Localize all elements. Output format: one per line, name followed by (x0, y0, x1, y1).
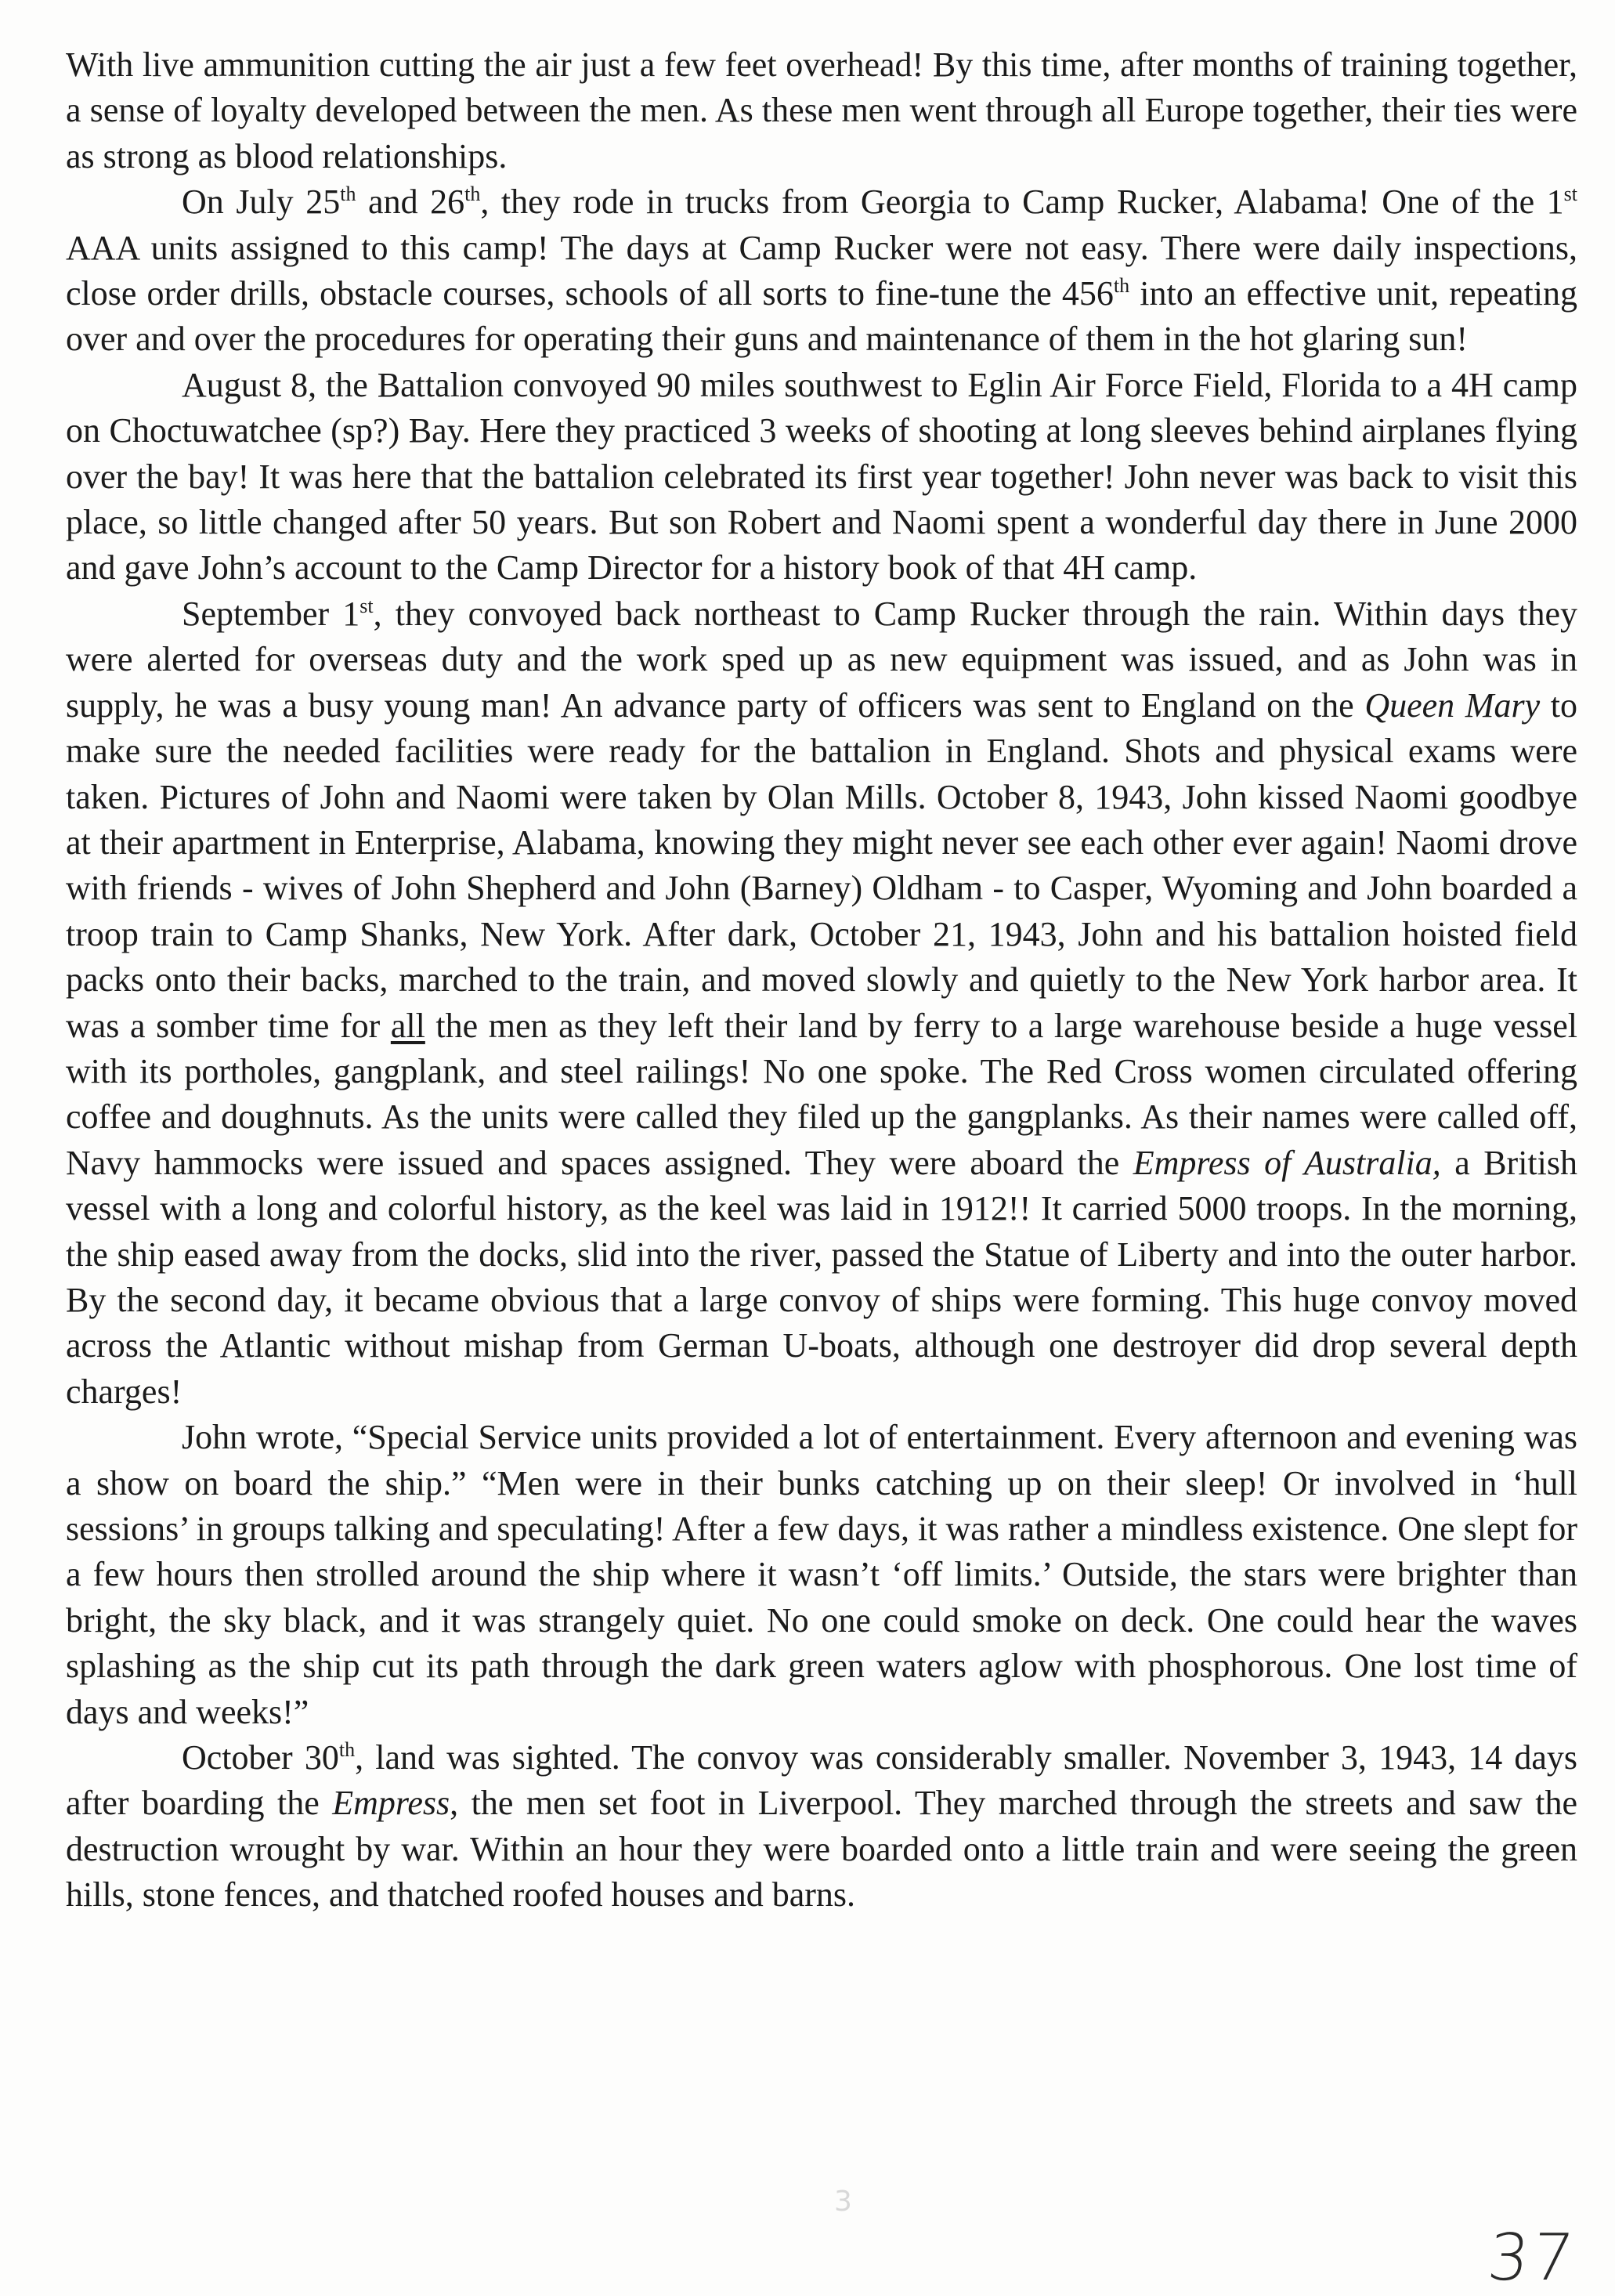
p2-sup-3: st (1563, 183, 1578, 206)
p2-seg-a: On July 25 (182, 183, 341, 222)
p2-seg-e: into an effective unit, repeating over and over the procedures for operating their guns and maintenance of them in the hot glaring sun! (66, 274, 1577, 359)
p4-seg-c: to make sure the needed facilities were ready for the battalion in England. Shots and physical exams were taken. Pictures of John and Naomi were taken by Olan Mills. October 8, 1943, John kissed Naomi goodbye at their apartment in Enterprise, Alabama, knowing they might never see each other ever again! Naomi drove with friends - wives of John Shepherd and John (Barney) Oldham - to Casper, Wyoming and John boarded a troop train to Camp Shanks, New York. After dark, October 21, 1943, John and his battalion hoisted field packs onto their backs, marched to the train, and moved slowly and quietly to the New York harbor area. It was a somber time for (66, 685, 1577, 1045)
p4-sup-1: st (359, 594, 374, 617)
p2-sup-1: th (340, 183, 356, 206)
underlined-all: all (390, 1006, 425, 1045)
p5-text: John wrote, “Special Service units provided a lot of entertainment. Every afternoon and evening was a show on board the ship.” “Men were in their bunks catching up on their sleep! Or involved in ‘hull sessions’ in groups talking and speculating! After a few days, it was rather a mindless existence. One slept for a few hours then strolled around the ship where it wasn’t ‘off limits.’ Outside, the stars were brighter than bright, the sky black, and it was strangely quiet. No one could smoke on deck. One could hear the waves splashing as the ship cut its path through the dark green waters aglow with phosphorous. One lost time of days and weeks!” (66, 1418, 1577, 1731)
p4-seg-d: the men as they left their land by ferry to a large warehouse beside a huge vessel with its portholes, gangplank, and steel railings! No one spoke. The Red Cross women circulated offering coffee and doughnuts. As the units were called they filed up the gangplanks. As their names were called off, Navy hammocks were issued and spaces assigned. They were aboard the (66, 1006, 1577, 1182)
paragraph-5 (66, 1415, 1577, 1735)
ship-name-empress-of-australia: Empress of Australia, (1133, 1143, 1441, 1182)
paragraph-4 (66, 591, 1577, 1415)
p2-seg-b: and 26 (356, 183, 465, 222)
p2-seg-c: , they rode in trucks from Georgia to Camp Rucker, Alabama! One of the 1 (480, 183, 1564, 222)
p1-text: With live ammunition cutting the air just a few feet overhead! By this time, after months of training together, a sense of loyalty developed between the men. As these men went through all Europe together, their ties were as strong as blood relationships. (66, 45, 1577, 175)
p2-sup-2: th (464, 183, 481, 206)
p2-seg-d: AAA units assigned to this camp! The days at Camp Rucker were not easy. There were daily inspections, close order drills, obstacle courses, schools of all sorts to fine-tune the 456 (66, 228, 1577, 313)
p4-seg-e: a British vessel with a long and colorful history, as the keel was laid in 1912!! It carried 5000 troops. In the morning, the ship eased away from the docks, slid into the river, passed the Statue of Liberty and into the outer harbor. By the second day, it became obvious that a large convoy of ships were forming. This huge convoy moved across the Atlantic without mishap from German U-boats, although one destroyer did drop several depth charges! (66, 1143, 1577, 1411)
page-number: 37 (1484, 2221, 1581, 2295)
p6-seg-b: , land was sighted. The convoy was considerably smaller. November 3, 1943, 14 days after boarding the (66, 1738, 1578, 1823)
paragraph-1 (66, 42, 1577, 179)
p6-sup-1: th (338, 1738, 356, 1762)
p4-seg-a: September 1 (182, 594, 360, 633)
faint-pencil-mark: 3 (834, 2186, 852, 2218)
p6-seg-a: October 30 (182, 1738, 339, 1777)
p3-text: August 8, the Battalion convoyed 90 miles southwest to Eglin Air Force Field, Florida to a 4H camp on Choctuwatchee (sp?) Bay. Here they practiced 3 weeks of shooting at long sleeves behind airplanes flying over the bay! It was here that the battalion celebrated its first year together! John never was back to visit this place, so little changed after 50 years. But son Robert and Naomi spent a wonderful day there in June 2000 and gave John’s account to the Camp Director for a history book of that 4H camp. (66, 365, 1577, 588)
ship-name-queen-mary: Queen Mary (1364, 685, 1541, 725)
body-text (66, 42, 1577, 1918)
p4-seg-b: , they convoyed back northeast to Camp Rucker through the rain. Within days they were alerted for overseas duty and the work sped up as new equipment was issued, and as John was in supply, he was a busy young man! An advance party of officers was sent to England on the (66, 594, 1577, 725)
p2-sup-4: th (1113, 274, 1130, 298)
paragraph-6 (66, 1735, 1577, 1918)
paragraph-3 (66, 363, 1577, 591)
paragraph-2 (66, 179, 1577, 363)
ship-name-empress: Empress (332, 1784, 450, 1823)
p6-seg-c: , the men set foot in Liverpool. They marched through the streets and saw the destruction wrought by war. Within an hour they were boarded onto a little train and were seeing the green hills, stone fences, and thatched roofed houses and barns. (66, 1784, 1577, 1915)
